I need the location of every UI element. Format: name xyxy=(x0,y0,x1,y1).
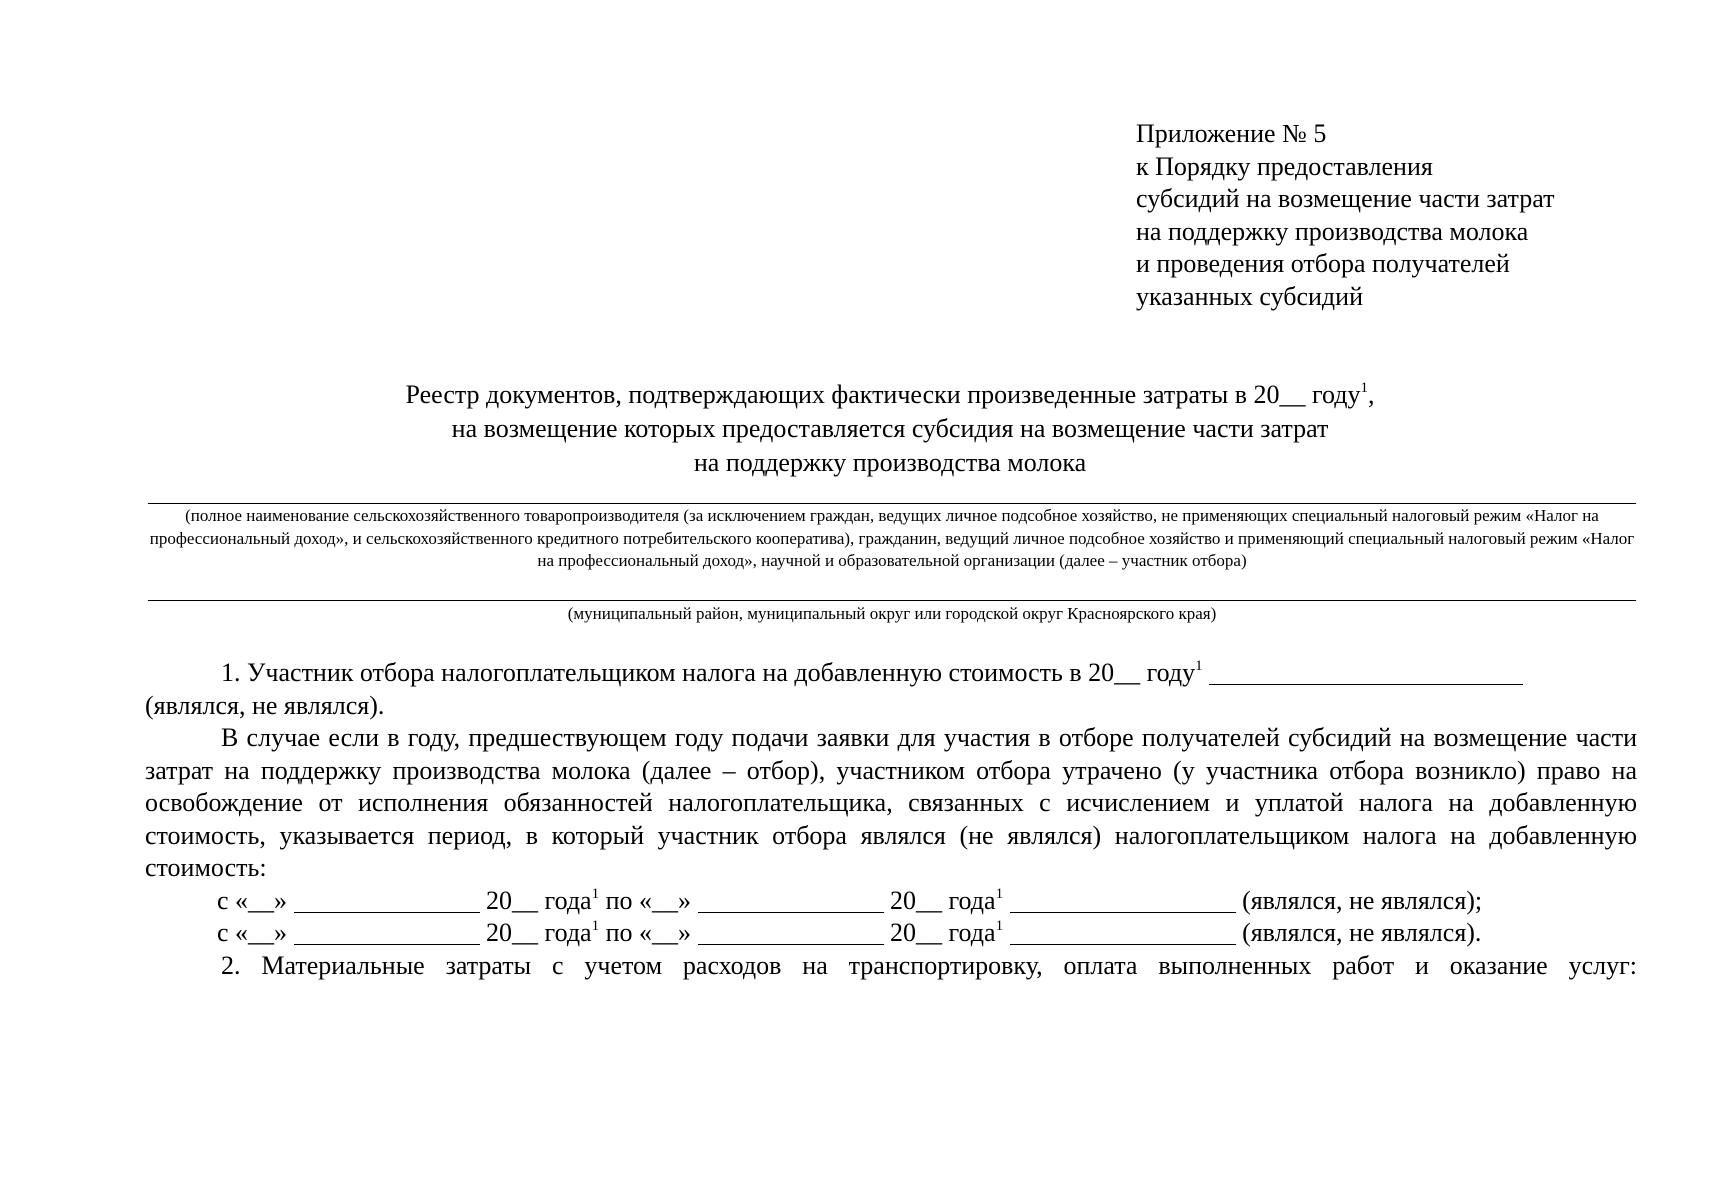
item-1 xyxy=(145,657,1637,690)
period-status: (являлся, не являлся); xyxy=(1242,885,1483,915)
item-1-continuation: (являлся, не являлся). xyxy=(145,690,385,720)
participant-name-blank xyxy=(148,503,1636,504)
document-title xyxy=(140,378,1640,480)
appendix-header xyxy=(1136,118,1656,313)
period-row-2 xyxy=(145,917,1637,950)
paragraph-vat-period: В случае если в году, предшествующем году подачи заявки для участия в отборе получателей субсидий на возмещение части затрат на поддержку производства молока (далее – отбор), участником отбора утрачено (у участника отбора возникло) право на освобождение от исполнения обязанностей налогоплательщика, связанных с исчислением и уплатой налога на добавленную стоимость, указывается период, в который участник отбора являлся (не являлся) налогоплательщиком налога на добавленную стоимость: xyxy=(145,723,1637,882)
document-body xyxy=(145,657,1637,982)
appendix-line: указанных субсидий xyxy=(1136,281,1363,311)
title-line-3: на поддержку производства молока xyxy=(693,448,1087,477)
appendix-line: на поддержку производства молока xyxy=(1136,216,1529,246)
participant-caption: (полное наименование сельскохозяйственного товаропроизводителя (за исключением граждан, ведущих личное подсобное хозяйство, не применяющих специальный налоговый режим «Налог на профессиональный доход», и сельскохозяйственного кредитного потребительского кооператива), гражданин, ведущий личное подсобное хозяйство и применяющий специальный налоговый режим «Налог на профессиональный доход», научной и образовательной организации (далее – участник отбора) xyxy=(149,506,1635,570)
period-year: 20__ года xyxy=(890,918,996,947)
period-from: с «__» xyxy=(217,918,288,947)
footnote-marker: 1 xyxy=(591,885,600,902)
title-line-2: на возмещение которых предоставляется субсидия на возмещение части затрат xyxy=(451,414,1329,443)
from-month-blank xyxy=(294,920,480,945)
from-month-blank xyxy=(294,888,480,913)
appendix-line: субсидий на возмещение части затрат xyxy=(1136,184,1555,213)
title-line-1-text: Реестр документов, подтверждающих фактически произведенные затраты в 20__ году xyxy=(405,380,1361,409)
status-blank xyxy=(1010,920,1236,945)
footnote-marker: 1 xyxy=(995,918,1004,934)
district-caption: (муниципальный район, муниципальный округ или городской округ Красноярского края) xyxy=(567,604,1217,623)
title-line-1-end: , xyxy=(1368,380,1375,409)
period-year: 20__ года xyxy=(486,918,592,947)
period-year: 20__ года xyxy=(890,885,996,915)
item-1-text: 1. Участник отбора налогоплательщиком налога на добавленную стоимость в 20__ году xyxy=(221,658,1196,687)
footnote-marker: 1 xyxy=(995,885,1004,902)
footnote-marker: 1 xyxy=(1360,380,1369,396)
appendix-line: Приложение № 5 xyxy=(1136,119,1327,148)
district-name-blank xyxy=(148,600,1636,601)
status-blank xyxy=(1010,888,1236,913)
period-from: с «__» xyxy=(217,885,288,915)
to-month-blank xyxy=(698,888,884,913)
period-year: 20__ года xyxy=(486,885,592,915)
period-to: по «__» xyxy=(605,885,692,915)
to-month-blank xyxy=(698,920,884,945)
title-line-1 xyxy=(140,378,1640,412)
period-row-1 xyxy=(145,885,1637,918)
period-status: (являлся, не являлся). xyxy=(1242,918,1482,947)
appendix-line: и проведения отбора получателей xyxy=(1136,249,1510,278)
footnote-marker: 1 xyxy=(591,918,600,934)
appendix-line: к Порядку предоставления xyxy=(1136,151,1433,181)
footnote-marker: 1 xyxy=(1195,658,1203,674)
vat-status-blank xyxy=(1209,660,1523,685)
item-2: 2. Материальные затраты с учетом расходов на транспортировку, оплата выполненных работ и оказание услуг: xyxy=(221,950,1637,980)
period-to: по «__» xyxy=(605,918,692,947)
